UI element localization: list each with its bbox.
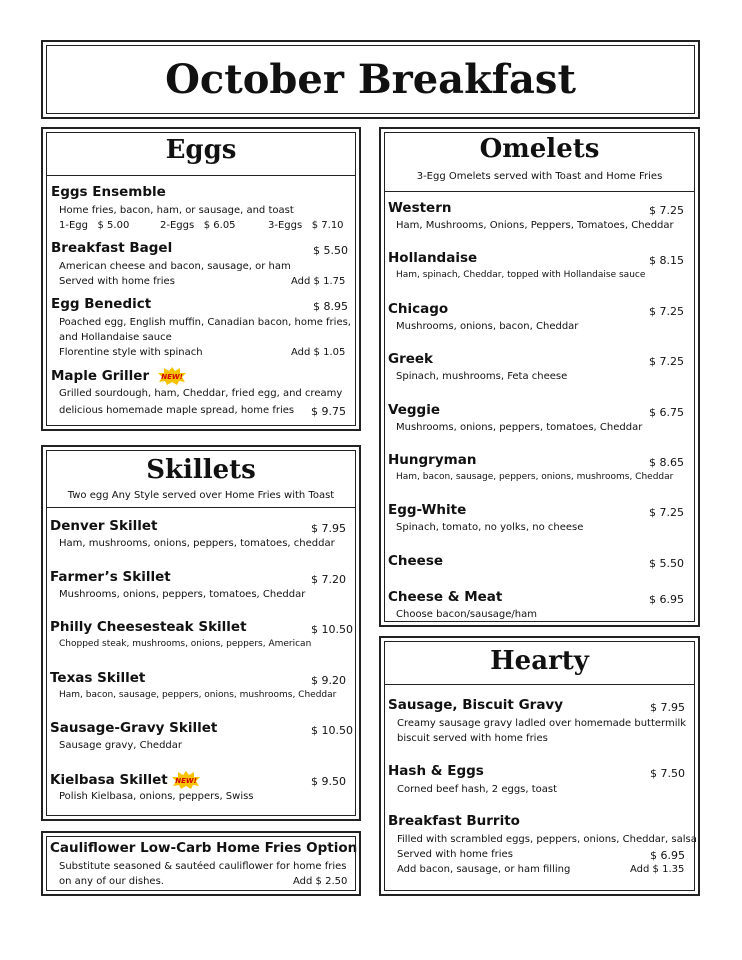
item-desc: Add bacon, sausage, or ham filling: [397, 864, 571, 875]
omelets-subtitle: 3-Egg Omelets served with Toast and Home Fries: [416, 171, 663, 182]
item-desc: Spinach, mushrooms, Feta cheese: [396, 371, 568, 383]
divider: [47, 507, 355, 508]
item-name: [50, 619, 247, 635]
item-name: [388, 553, 443, 569]
cauliflower-section: [41, 831, 361, 896]
item-desc: Mushrooms, onions, peppers, tomatoes, Cheddar: [396, 421, 643, 433]
item-name-text: Philly Cheesesteak Skillet: [50, 619, 247, 635]
item-name: Eggs Ensemble: [51, 184, 166, 200]
item-name-text: Cheese & Meat: [388, 589, 503, 606]
new-badge-text: NEW!: [174, 776, 197, 785]
new-badge-icon: [172, 771, 200, 789]
item-name: [388, 402, 440, 418]
title-box: [41, 40, 700, 119]
item-price: $ 7.25: [649, 304, 684, 318]
hearty-title: Hearty: [490, 646, 589, 676]
item-name-text: Maple Griller: [51, 368, 150, 384]
item-add-price: Add $ 2.50: [293, 876, 348, 887]
item-desc: Mushrooms, onions, peppers, tomatoes, Cheddar: [59, 588, 306, 600]
item-price: $ 7.20: [311, 572, 346, 586]
item-name: [50, 569, 171, 585]
item-name-text: Kielbasa Skillet: [50, 771, 168, 788]
item-option: 2-Eggs $ 6.05: [160, 220, 236, 231]
item-add-price: Add $ 1.05: [291, 347, 346, 358]
item-price: $ 7.50: [650, 767, 685, 780]
item-price: $ 9.20: [311, 673, 346, 687]
item-price: $ 9.50: [311, 774, 346, 788]
item-name-text: Western: [388, 200, 452, 216]
skillets-title: Skillets: [146, 455, 256, 485]
item-name-text: Veggie: [388, 401, 440, 418]
item-name: [51, 367, 186, 385]
item-name: [388, 589, 502, 605]
item-name-text: Cheese: [388, 552, 444, 569]
item-desc: Ham, bacon, sausage, peppers, onions, mushrooms, Cheddar: [59, 689, 337, 700]
item-name: [388, 452, 476, 468]
item-desc: Spinach, tomato, no yolks, no cheese: [396, 522, 584, 534]
item-desc: American cheese and bacon, sausage, or ham: [59, 261, 291, 272]
skillets-subtitle: Two egg Any Style served over Home Fries with Toast: [67, 490, 335, 501]
skillets-section: [41, 445, 361, 821]
item-name: Cauliflower Low-Carb Home Fries Option: [50, 840, 358, 856]
item-price: $ 6.95: [649, 593, 684, 607]
item-desc: Choose bacon/sausage/ham: [396, 609, 537, 621]
item-name: Breakfast Bagel: [51, 240, 173, 256]
new-badge-icon: [158, 367, 186, 385]
item-price: $ 7.25: [649, 204, 684, 217]
item-price: $ 10.50: [311, 623, 353, 636]
item-desc: Florentine style with spinach: [59, 347, 203, 358]
item-desc: Ham, spinach, Cheddar, topped with Hollandaise sauce: [396, 270, 646, 281]
item-name: [50, 720, 217, 736]
item-price: $ 9.75: [311, 405, 346, 418]
item-option: 1-Egg $ 5.00: [59, 220, 130, 231]
item-desc: biscuit served with home fries: [397, 733, 548, 744]
item-price: $ 5.50: [649, 556, 684, 570]
item-price: $ 6.75: [649, 405, 684, 419]
item-desc: Grilled sourdough, ham, Cheddar, fried egg, and creamy: [59, 388, 343, 399]
item-desc: Poached egg, English muffin, Canadian bacon, home fries,: [59, 317, 351, 328]
item-desc: Mushrooms, onions, bacon, Cheddar: [396, 320, 579, 332]
item-name-text: Chicago: [388, 300, 449, 317]
item-desc: Ham, mushrooms, onions, peppers, tomatoes, cheddar: [59, 538, 335, 549]
item-desc: Substitute seasoned & sautéed cauliflower for home fries: [59, 861, 347, 872]
item-name-text: Hungryman: [388, 452, 477, 468]
item-name-text: Denver Skillet: [50, 518, 158, 534]
item-name-text: Greek: [388, 351, 434, 368]
item-name-text: Farmer’s Skillet: [50, 568, 171, 585]
item-desc: Creamy sausage gravy ladled over homemade buttermilk: [397, 718, 687, 729]
item-name: Egg Benedict: [51, 296, 152, 312]
eggs-section: [41, 127, 361, 431]
item-option: 3-Eggs $ 7.10: [268, 220, 344, 231]
item-price: $ 7.95: [650, 701, 685, 714]
item-name-text: Sausage-Gravy Skillet: [50, 720, 218, 736]
item-name: Hash & Eggs: [388, 763, 484, 779]
omelets-section: [379, 127, 700, 627]
omelets-title: Omelets: [479, 134, 600, 164]
item-name: [50, 771, 200, 789]
item-name: [50, 518, 157, 534]
item-name: Sausage, Biscuit Gravy: [388, 697, 564, 713]
item-desc: Corned beef hash, 2 eggs, toast: [397, 784, 558, 795]
item-desc: Chopped steak, mushrooms, onions, peppers, American: [59, 639, 312, 649]
item-desc: Served with home fries: [397, 849, 513, 860]
item-name: [388, 301, 448, 317]
item-price: $ 6.95: [650, 849, 685, 862]
item-desc: Sausage gravy, Cheddar: [59, 740, 183, 751]
item-price: $ 5.50: [313, 244, 348, 257]
divider: [385, 684, 694, 685]
item-add-price: Add $ 1.75: [291, 276, 346, 287]
item-desc: Ham, Mushrooms, Onions, Peppers, Tomatoes, Cheddar: [396, 220, 674, 231]
item-name: [50, 670, 145, 686]
item-desc: Served with home fries: [59, 276, 175, 287]
item-price: $ 7.25: [649, 355, 684, 369]
divider: [385, 191, 694, 192]
eggs-title: Eggs: [165, 135, 237, 165]
item-name-text: Texas Skillet: [50, 669, 146, 686]
item-price: $ 7.95: [311, 522, 346, 535]
item-desc: Polish Kielbasa, onions, peppers, Swiss: [59, 790, 254, 802]
item-desc: Ham, bacon, sausage, peppers, onions, mushrooms, Cheddar: [396, 472, 674, 482]
item-add-price: Add $ 1.35: [630, 864, 685, 875]
item-desc: delicious homemade maple spread, home fries: [59, 405, 295, 416]
item-name: [388, 502, 466, 518]
item-price: $ 8.65: [649, 456, 684, 469]
item-desc: and Hollandaise sauce: [59, 332, 172, 343]
item-name: Breakfast Burrito: [388, 813, 520, 829]
item-name-text: Egg-White: [388, 502, 467, 519]
item-name-text: Hollandaise: [388, 250, 478, 267]
item-name: [388, 351, 433, 367]
page-title: October Breakfast: [165, 56, 576, 103]
item-price: $ 8.95: [313, 300, 348, 313]
item-price: $ 8.15: [649, 254, 684, 268]
item-desc: on any of our dishes.: [59, 876, 164, 887]
item-price: $ 10.50: [311, 724, 353, 737]
item-price: $ 7.25: [649, 506, 684, 520]
hearty-section: [379, 636, 700, 896]
item-name: [388, 250, 477, 266]
new-badge-text: NEW!: [161, 373, 183, 381]
item-desc: Filled with scrambled eggs, peppers, onions, Cheddar, salsa: [397, 834, 697, 845]
divider: [47, 175, 355, 176]
item-name: [388, 200, 451, 216]
item-desc: Home fries, bacon, ham, or sausage, and toast: [59, 205, 294, 216]
